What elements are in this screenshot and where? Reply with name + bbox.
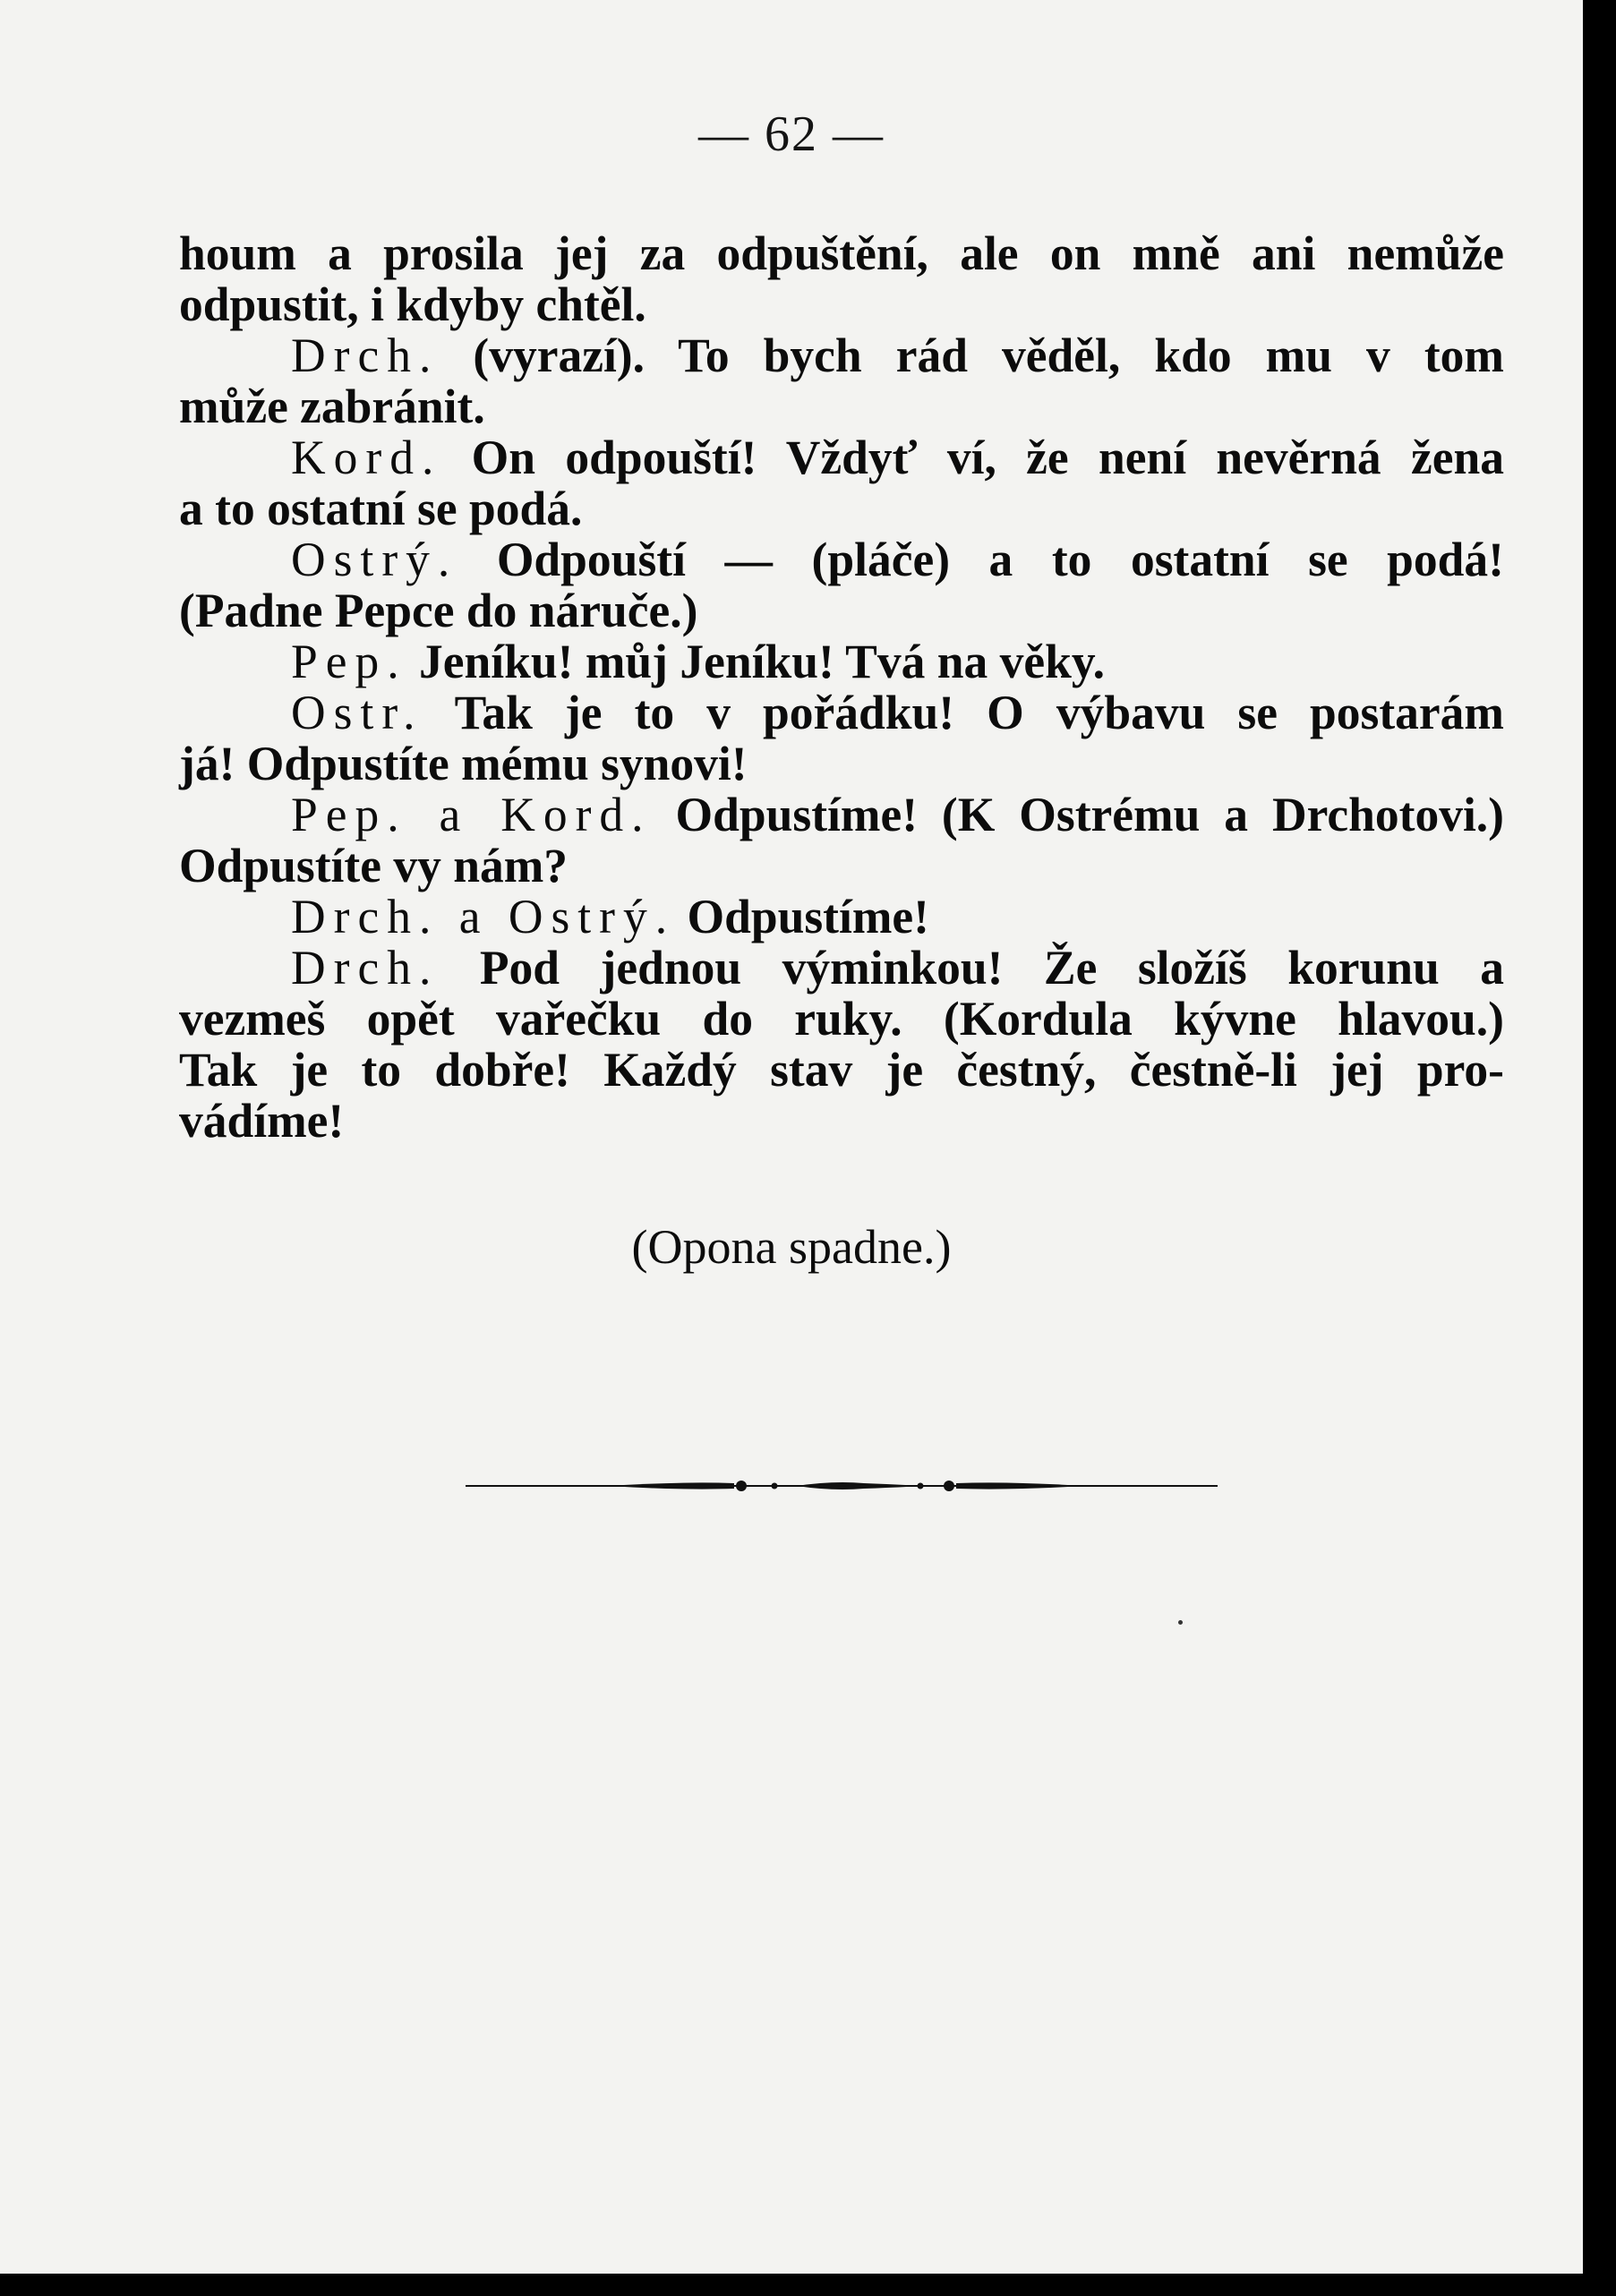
line-text: vádíme! — [179, 1094, 345, 1148]
line-text: (vyrazí). To bych rád věděl, kdo mu v tom — [473, 329, 1504, 382]
line-text: vezmeš opět vařečku do ruky. (Kordula kývne hlavou.) — [179, 992, 1504, 1046]
text-line — [179, 330, 1504, 381]
line-text: odpustit, i kdyby chtěl. — [179, 277, 646, 331]
line-text: Tak je to v pořádku! O výbavu se postarám — [454, 686, 1504, 739]
text-line — [179, 687, 1504, 738]
text-line — [179, 738, 1504, 790]
ornament-divider — [466, 1475, 1218, 1497]
speaker-name: Kord. — [291, 431, 442, 484]
text-line — [179, 943, 1504, 994]
speaker-name: Ostr. — [291, 686, 423, 739]
line-text: Odpouští — (pláče) a to ostatní se podá! — [496, 533, 1504, 586]
line-text: houm a prosila jej za odpuštění, ale on mně ani nemůže — [179, 226, 1504, 280]
text-line — [179, 534, 1504, 585]
line-text: Pod jednou výminkou! Že složíš korunu a — [479, 941, 1504, 994]
line-text: a to ostatní se podá. — [179, 482, 583, 535]
speaker-name: Pep. a Kord. — [291, 788, 652, 841]
line-text: Odpustíme! — [687, 890, 929, 943]
line-text: On odpouští! Vždyť ví, že není nevěrná žena — [471, 431, 1504, 484]
line-text: Odpustíte vy nám? — [179, 839, 569, 892]
speaker-name: Drch. — [291, 329, 440, 382]
text-line — [179, 994, 1504, 1045]
line-text: (Padne Pepce do náruče.) — [179, 584, 698, 637]
text-line — [179, 1096, 1504, 1147]
line-text: Odpustíme! (K Ostrému a Drchotovi.) — [675, 788, 1504, 841]
line-text: může zabránit. — [179, 380, 485, 433]
text-line — [179, 432, 1504, 483]
text-line — [179, 636, 1504, 687]
line-text: Jeníku! můj Jeníku! Tvá na věky. — [419, 635, 1106, 688]
play-text — [179, 228, 1504, 1147]
line-text: Tak je to dobře! Každý stav je čestný, čestně-li jej pro- — [179, 1043, 1504, 1097]
page-number: — 62 — — [698, 107, 885, 162]
text-line — [179, 585, 1504, 636]
text-line — [179, 381, 1504, 432]
text-line — [179, 892, 1504, 943]
text-line — [179, 279, 1504, 330]
text-line — [179, 1045, 1504, 1096]
text-line — [179, 228, 1504, 279]
ink-speck — [1178, 1620, 1183, 1625]
speaker-name: Drch. a Ostrý. — [291, 890, 676, 943]
text-line — [179, 841, 1504, 892]
speaker-name: Drch. — [291, 941, 440, 994]
text-line — [179, 483, 1504, 534]
speaker-name: Ostrý. — [291, 533, 458, 586]
curtain-direction: (Opona spadne.) — [631, 1220, 952, 1274]
speaker-name: Pep. — [291, 635, 407, 688]
line-text: já! Odpustíte mému synovi! — [179, 737, 748, 790]
text-line — [179, 790, 1504, 841]
